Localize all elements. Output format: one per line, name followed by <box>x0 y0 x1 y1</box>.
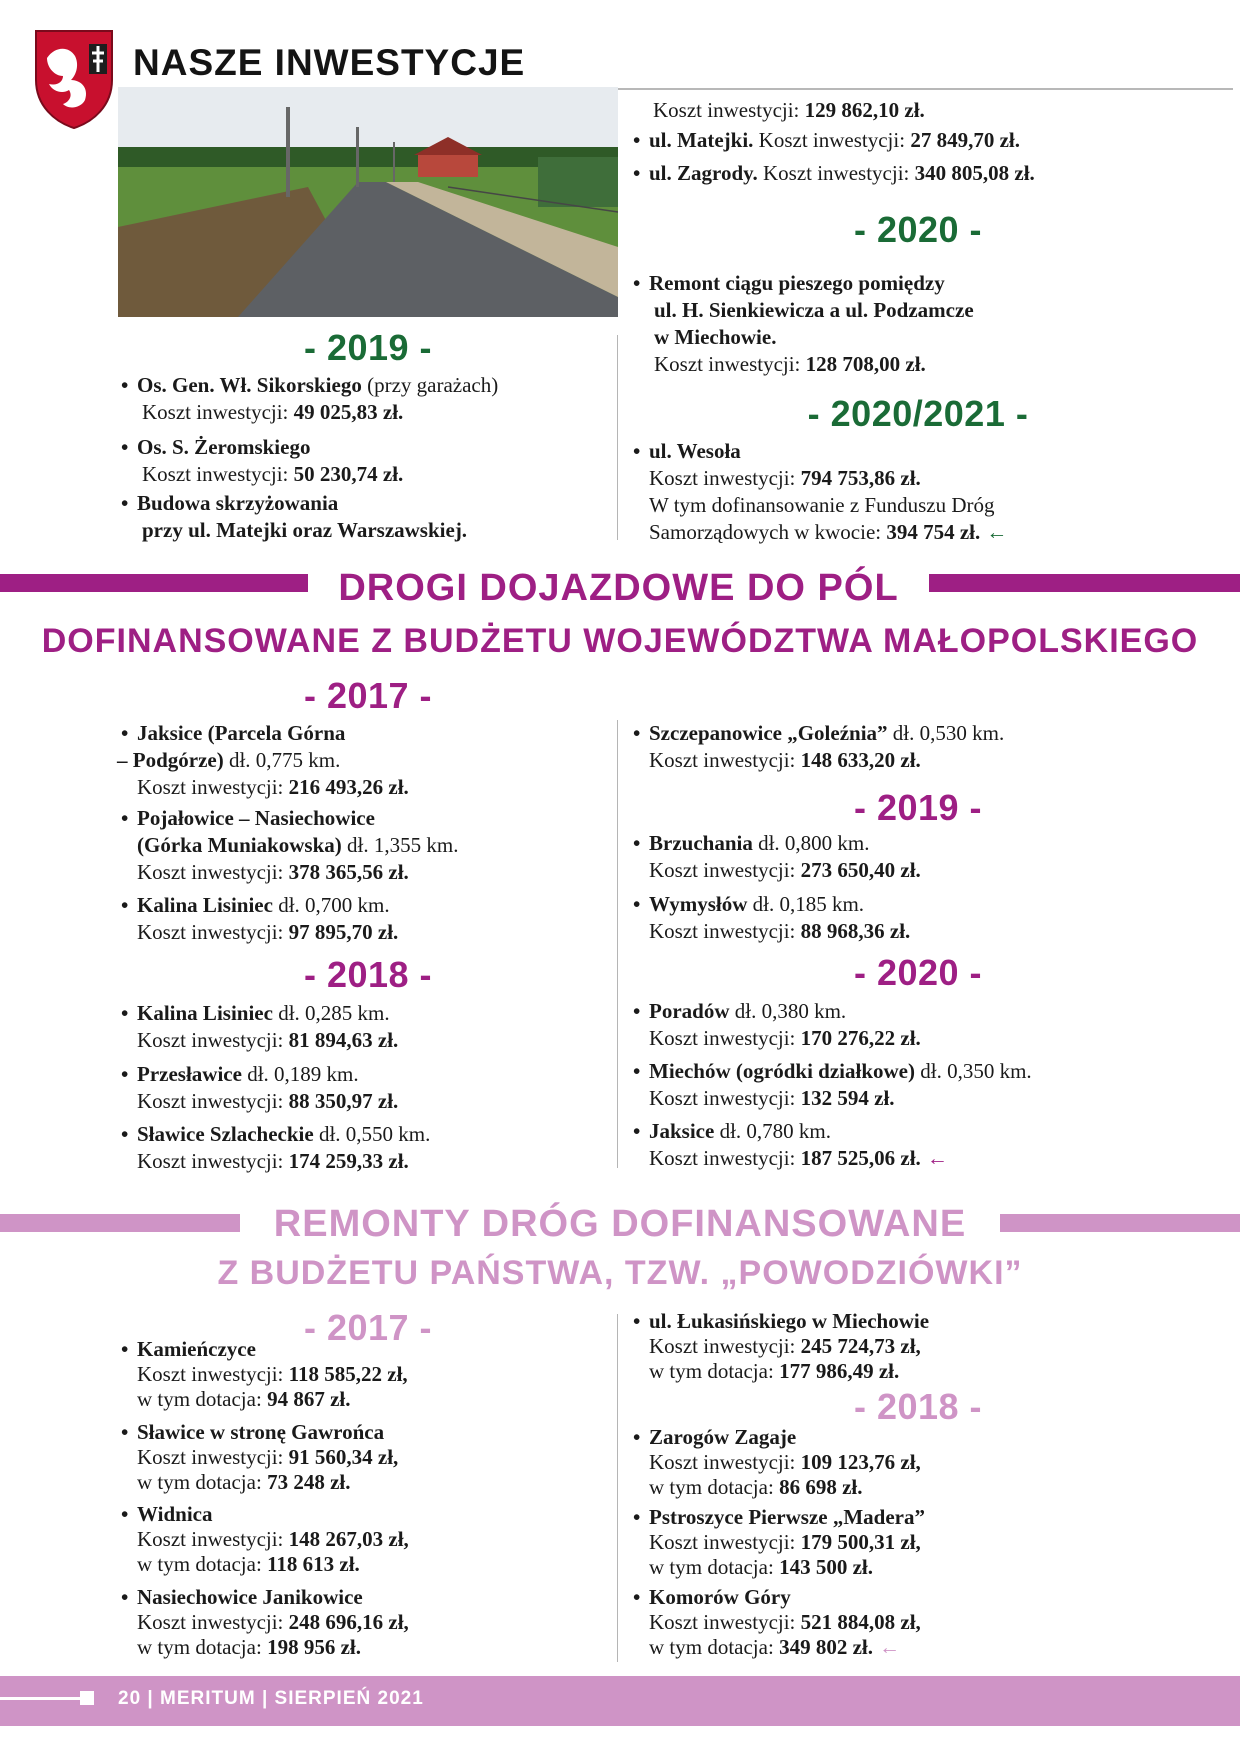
page-title: NASZE INWESTYCJE <box>133 42 526 83</box>
s2-entry-brzuchania: • Brzuchania dł. 0,800 km. Koszt inwestycji: 273 650,40 zł. <box>633 831 921 882</box>
bullet: • <box>633 999 641 1023</box>
year-2020-heading: - 2020 - <box>853 209 983 250</box>
s3-entry-pstroszyce: • Pstroszyce Pierwsze „Madera” Koszt inwestycji: 179 500,31 zł, w tym dotacja: 143 500 zł. <box>633 1505 925 1579</box>
s3-entry-widnica: • Widnica Koszt inwestycji: 148 267,03 zł, w tym dotacja: 118 613 zł. <box>121 1502 409 1576</box>
s2-entry-poradow: • Poradów dł. 0,380 km. Koszt inwestycji: 170 276,22 zł. <box>633 999 921 1050</box>
top-item-matejki: • ul. Matejki. Koszt inwestycji: 27 849,70 zł. <box>633 128 1020 152</box>
bullet: • <box>633 892 641 916</box>
bullet: • <box>633 161 641 185</box>
s3-entry-kamienczyce: • Kamieńczyce Koszt inwestycji: 118 585,22 zł, w tym dotacja: 94 867 zł. <box>121 1337 408 1411</box>
bullet: • <box>121 1502 129 1526</box>
s3-entry-slawice-gawronca: • Sławice w stronę Gawrońca Koszt inwestycji: 91 560,34 zł, w tym dotacja: 73 248 zł. <box>121 1420 399 1494</box>
bullet: • <box>633 1425 641 1449</box>
s2-entry-kalina-lisiniec-1: • Kalina Lisiniec dł. 0,700 km. Koszt inwestycji: 97 895,70 zł. <box>121 893 399 944</box>
top-continued: Koszt inwestycji: 129 862,10 zł. <box>653 98 925 122</box>
year-2020-2021-heading: - 2020/2021 - <box>807 393 1029 434</box>
bullet: • <box>633 1585 641 1609</box>
bullet: • <box>633 1059 641 1083</box>
bullet: • <box>633 1505 641 1529</box>
column-divider <box>617 1314 618 1662</box>
top-item-zagrody: • ul. Zagrody. Koszt inwestycji: 340 805,08 zł. <box>633 161 1035 185</box>
bullet: • <box>633 128 641 152</box>
bullet: • <box>633 1309 641 1333</box>
bullet: • <box>121 373 129 397</box>
top-item-skrzyzowanie: • Budowa skrzyżowania przy ul. Matejki oraz Warszawskiej. <box>121 491 468 542</box>
s3-year-2017-heading: - 2017 - <box>303 1307 433 1348</box>
top-item-zeromskiego: • Os. S. Żeromskiego Koszt inwestycji: 50 230,74 zł. <box>121 435 404 486</box>
arrow-left-icon: ← <box>878 1635 900 1659</box>
column-divider <box>617 335 618 540</box>
s3-entry-komorow-gory: • Komorów Góry Koszt inwestycji: 521 884,08 zł, w tym dotacja: 349 802 zł. ← <box>633 1585 921 1659</box>
section2-band-left <box>0 574 308 592</box>
s2-entry-jaksice-parcela: • Jaksice (Parcela Górna – Podgórze) dł. 0,775 km. Koszt inwestycji: 216 493,26 zł. <box>117 721 409 799</box>
s2-entry-jaksice: • Jaksice dł. 0,780 km. Koszt inwestycji: 187 525,06 zł. ← <box>633 1119 948 1170</box>
column-divider <box>617 720 618 1168</box>
footer-text: 20 | MERITUM | SIERPIEŃ 2021 <box>118 1688 424 1709</box>
s2-entry-szczepanowice: • Szczepanowice „Goleźnia” dł. 0,530 km. Koszt inwestycji: 148 633,20 zł. <box>633 721 1005 772</box>
s2-entry-wymyslow: • Wymysłów dł. 0,185 km. Koszt inwestycji: 88 968,36 zł. <box>633 892 911 943</box>
s2-year-2020-heading: - 2020 - <box>853 952 983 993</box>
top-item-remont-ciagu: • Remont ciągu pieszego pomiędzy ul. H. Sienkiewicza a ul. Podzamcze w Miechowie. Koszt inwestycji: 128 708,00 zł. <box>633 271 974 376</box>
bullet: • <box>121 1062 129 1086</box>
bullet: • <box>121 1122 129 1146</box>
s2-entry-pojalowice: • Pojałowice – Nasiechowice (Górka Muniakowska) dł. 1,355 km. Koszt inwestycji: 378 365,56 zł. <box>121 806 459 884</box>
bullet: • <box>121 1585 129 1609</box>
bullet: • <box>633 721 641 745</box>
s2-entry-slawice-szlacheckie: • Sławice Szlacheckie dł. 0,550 km. Koszt inwestycji: 174 259,33 zł. <box>121 1122 431 1173</box>
section3-band-left <box>0 1214 240 1232</box>
s2-entry-miechow-ogrodki: • Miechów (ogródki działkowe) dł. 0,350 km. Koszt inwestycji: 132 594 zł. <box>633 1059 1032 1110</box>
section2-title: DROGI DOJAZDOWE DO PÓL <box>338 567 899 609</box>
bullet: • <box>121 893 129 917</box>
road-photo <box>118 87 618 317</box>
year-2019-heading: - 2019 - <box>303 327 433 368</box>
s2-year-2017-heading: - 2017 - <box>303 675 433 716</box>
bullet: • <box>633 1119 641 1143</box>
coat-of-arms-logo <box>33 28 115 130</box>
section3-title: REMONTY DRÓG DOFINANSOWANE <box>273 1203 967 1245</box>
s3-entry-nasiechowice-janikowice: • Nasiechowice Janikowice Koszt inwestycji: 248 696,16 zł, w tym dotacja: 198 956 zł. <box>121 1585 409 1659</box>
arrow-left-icon: ← <box>986 520 1008 544</box>
s2-year-2018-heading: - 2018 - <box>303 954 433 995</box>
bullet: • <box>633 271 641 295</box>
s3-year-2018-heading: - 2018 - <box>853 1386 983 1427</box>
top-item-wesola: • ul. Wesoła Koszt inwestycji: 794 753,86 zł. W tym dofinansowanie z Funduszu Dróg Samorządowych w kwocie: 394 754 zł. ← <box>633 439 1008 544</box>
bullet: • <box>121 721 129 745</box>
s2-entry-przeslawice: • Przesławice dł. 0,189 km. Koszt inwestycji: 88 350,97 zł. <box>121 1062 399 1113</box>
s2-year-2019-heading: - 2019 - <box>853 787 983 828</box>
bullet: • <box>121 1001 129 1025</box>
bullet: • <box>121 1337 129 1361</box>
footer-square <box>80 1691 94 1705</box>
s2-entry-kalina-lisiniec-2: • Kalina Lisiniec dł. 0,285 km. Koszt inwestycji: 81 894,63 zł. <box>121 1001 399 1052</box>
bullet: • <box>633 439 641 463</box>
s3-entry-lukasinskiego: • ul. Łukasińskiego w Miechowie Koszt inwestycji: 245 724,73 zł, w tym dotacja: 177 986,49 zł. <box>633 1309 930 1383</box>
bullet: • <box>633 831 641 855</box>
top-item-sikorskiego: • Os. Gen. Wł. Sikorskiego (przy garażach) Koszt inwestycji: 49 025,83 zł. <box>121 373 499 424</box>
footer-line <box>0 1697 86 1700</box>
s3-entry-zarogow-zagaje: • Zarogów Zagaje Koszt inwestycji: 109 123,76 zł, w tym dotacja: 86 698 zł. <box>633 1425 921 1499</box>
section2-band-right <box>929 574 1240 592</box>
section3-subtitle: Z BUDŻETU PAŃSTWA, TZW. „POWODZIÓWKI” <box>217 1254 1023 1292</box>
bullet: • <box>121 435 129 459</box>
bullet: • <box>121 491 129 515</box>
section2-subtitle: DOFINANSOWANE Z BUDŻETU WOJEWÓDZTWA MAŁOPOLSKIEGO <box>41 622 1199 660</box>
arrow-left-icon: ← <box>926 1146 948 1170</box>
bullet: • <box>121 806 129 830</box>
section3-band-right <box>1000 1214 1240 1232</box>
bullet: • <box>121 1420 129 1444</box>
